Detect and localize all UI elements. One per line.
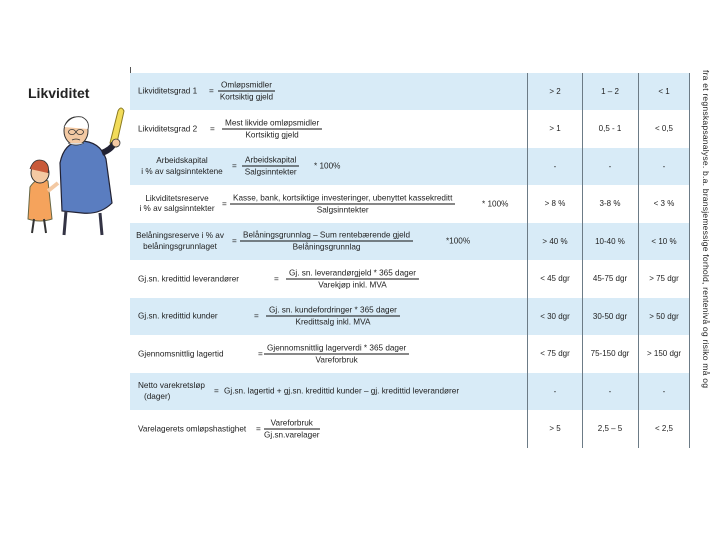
formula-fraction	[240, 231, 413, 252]
value-good: < 75 dgr	[540, 349, 570, 359]
formula-fraction	[242, 156, 299, 177]
table-row	[130, 223, 690, 261]
value-good: -	[553, 386, 557, 396]
formula-fraction	[218, 81, 275, 102]
table-row	[130, 373, 690, 411]
formula-cell: Likviditetsgrad 2 = Mest likvide omløpsmidler Kortsiktig gjeld	[130, 111, 526, 148]
column-divider	[689, 73, 690, 448]
value-ok: 3-8 %	[599, 199, 621, 209]
value-good: > 40 %	[542, 236, 568, 246]
formula-fraction	[222, 118, 322, 139]
value-weak: > 150 dgr	[646, 349, 682, 359]
fraction-denominator: Varekjøp inkl. MVA	[318, 280, 387, 290]
formula-cell: Likviditetsreserve i % av salgsinntekter = Kasse, bank, kortsiktige investeringer, ubenyttet kassekreditt Salgsinntekter * 100%	[130, 186, 526, 223]
percent-multiplier: * 100%	[314, 161, 341, 171]
value-weak: < 10 %	[651, 236, 677, 246]
value-good: < 30 dgr	[540, 311, 570, 321]
ratio-sheet	[20, 67, 692, 440]
ratio-name: Gj.sn. kredittid leverandører	[138, 274, 240, 284]
fraction-numerator: Gj. sn. leverandørgjeld * 365 dager	[286, 268, 419, 279]
fraction-denominator: Salgsinntekter	[244, 167, 297, 177]
value-good: -	[553, 161, 557, 171]
value-ok: 0,5 - 1	[598, 124, 622, 134]
left-panel	[20, 67, 128, 440]
formula-cell: Belåningsreserve i % av belåningsgrunnlaget = Belåningsgrunnlag – Sum rentebærende gjeld Belåningsgrunnlag *100%	[130, 223, 526, 260]
fraction-numerator: Omløpsmidler	[218, 81, 275, 92]
ratio-table	[130, 73, 690, 448]
table-row	[130, 336, 690, 374]
table-row	[130, 73, 690, 111]
fraction-numerator: Gj. sn. kundefordringer * 365 dager	[266, 306, 400, 317]
value-weak: < 1	[658, 86, 670, 96]
table-row	[130, 261, 690, 299]
table-row	[130, 298, 690, 336]
fraction-numerator: Belåningsgrunnlag – Sum rentebærende gjeld	[240, 231, 413, 242]
column-divider	[638, 73, 639, 448]
value-weak: > 50 dgr	[649, 311, 679, 321]
formula-text: Gj.sn. lagertid + gj.sn. kredittid kunder – gj. kredittid leverandører	[224, 386, 460, 396]
formula-cell: Gj.sn. kredittid leverandører = Gj. sn. leverandørgjeld * 365 dager Varekjøp inkl. MVA	[130, 261, 526, 298]
fraction-denominator: Gj.sn.varelager	[264, 430, 320, 440]
value-weak: -	[662, 161, 666, 171]
fraction-numerator: Kasse, bank, kortsiktige investeringer, ubenyttet kassekreditt	[230, 193, 455, 204]
side-note: fra et regnskapsanalyse. b.a. bransjemessige forhold, rentenivå og risiko må og	[701, 70, 711, 389]
sidebar-title: Likviditet	[28, 85, 90, 101]
value-ok: -	[608, 161, 612, 171]
ratio-name: Belåningsreserve i % av belåningsgrunnlaget	[136, 231, 224, 251]
formula-cell: Gj.sn. kredittid kunder = Gj. sn. kundefordringer * 365 dager Kredittsalg inkl. MVA	[130, 298, 526, 335]
percent-multiplier: * 100%	[482, 199, 509, 209]
table-row	[130, 186, 690, 224]
value-good: > 8 %	[544, 199, 566, 209]
fraction-denominator: Salgsinntekter	[316, 205, 369, 215]
fraction-numerator: Gjennomsnittlig lagerverdi * 365 dager	[264, 343, 409, 354]
formula-cell: Varelagerets omløpshastighet = Vareforbruk Gj.sn.varelager	[138, 418, 320, 440]
value-ok: 30-50 dgr	[592, 311, 628, 321]
ratio-name: Gj.sn. kredittid kunder	[138, 311, 218, 321]
ratio-name: Likviditetsreserve i % av salgsinntekter	[139, 193, 215, 213]
value-ok: 45-75 dgr	[592, 274, 628, 284]
value-weak: < 0,5	[654, 124, 673, 134]
value-weak: > 75 dgr	[649, 274, 679, 284]
fraction-denominator: Belåningsgrunnlag	[292, 242, 361, 252]
fraction-denominator: Kortsiktig gjeld	[245, 130, 299, 140]
value-ok: 75-150 dgr	[590, 349, 630, 359]
value-weak: -	[662, 386, 666, 396]
value-good: > 5	[549, 424, 561, 434]
value-weak: < 2,5	[654, 424, 673, 434]
formula-cell: Netto varekretsløp (dager) = Gj.sn. lagertid + gj.sn. kredittid kunder – gj. kredittid leverandører	[138, 381, 460, 401]
value-good: < 45 dgr	[540, 274, 570, 284]
formula-cell: Arbeidskapital i % av salgsinntektene = Arbeidskapital Salgsinntekter * 100%	[130, 148, 526, 185]
fraction-numerator: Arbeidskapital	[242, 156, 299, 167]
ratio-name: Arbeidskapital i % av salgsinntektene	[141, 156, 223, 176]
column-divider	[527, 73, 528, 448]
formula-fraction	[264, 343, 409, 364]
value-ok: -	[608, 386, 612, 396]
fraction-numerator: Vareforbruk	[264, 418, 320, 429]
formula-fraction	[286, 268, 419, 289]
ratio-name: Varelagerets omløpshastighet	[138, 424, 247, 434]
ratio-name: Likviditetsgrad 1	[138, 86, 198, 96]
value-weak: < 3 %	[653, 199, 675, 209]
value-ok: 10-40 %	[595, 236, 625, 246]
formula-fraction	[266, 306, 400, 327]
value-ok: 1 – 2	[601, 86, 619, 96]
cartoon-illustration	[20, 103, 128, 263]
fraction-denominator: Vareforbruk	[315, 355, 358, 365]
ratio-name: Gjennomsnittlig lagertid	[138, 349, 224, 359]
table-row	[130, 411, 690, 449]
fraction-numerator: Mest likvide omløpsmidler	[222, 118, 322, 129]
formula-cell: Likviditetsgrad 1 = Omløpsmidler Kortsiktig gjeld	[138, 80, 274, 102]
formula-fraction	[264, 418, 320, 439]
column-divider	[582, 73, 583, 448]
fraction-denominator: Kortsiktig gjeld	[219, 92, 274, 102]
ratio-name: Likviditetsgrad 2	[138, 124, 198, 134]
table-row	[130, 148, 690, 186]
formula-cell: Gjennomsnittlig lagertid = Gjennomsnittlig lagerverdi * 365 dager Vareforbruk	[130, 336, 526, 373]
formula-fraction	[230, 193, 455, 214]
value-good: > 1	[549, 124, 561, 134]
fraction-denominator: Kredittsalg inkl. MVA	[295, 317, 371, 327]
value-good: > 2	[549, 86, 561, 96]
value-ok: 2,5 – 5	[597, 424, 623, 434]
percent-multiplier: *100%	[446, 236, 471, 246]
table-row	[130, 111, 690, 149]
ratio-name: Netto varekretsløp (dager)	[138, 381, 205, 401]
